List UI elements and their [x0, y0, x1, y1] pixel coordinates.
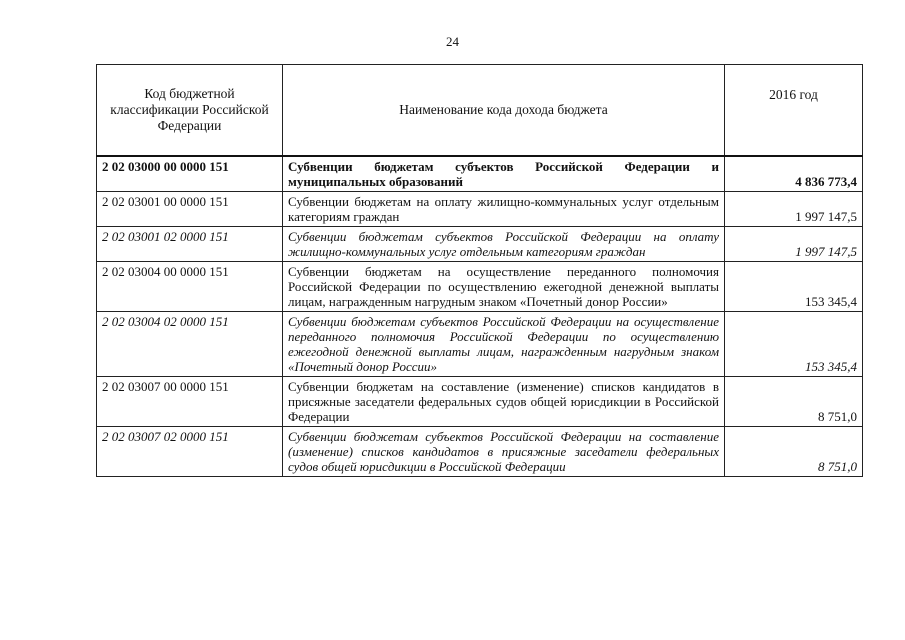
row-code: 2 02 03001 00 0000 151 [97, 192, 283, 227]
row-value: 153 345,4 [725, 312, 863, 377]
row-value: 153 345,4 [725, 262, 863, 312]
table-row [97, 227, 863, 262]
budget-revenue-table [96, 64, 863, 477]
row-name: Субвенции бюджетам субъектов Российской Федерации на оплату жилищно-коммунальных услуг отдельным категориям граждан [283, 227, 725, 262]
row-code: 2 02 03000 00 0000 151 [97, 156, 283, 192]
table-header-row [97, 65, 863, 157]
table-row [97, 377, 863, 427]
table-row [97, 156, 863, 192]
row-code: 2 02 03007 02 0000 151 [97, 427, 283, 477]
row-name: Субвенции бюджетам на составление (изменение) списков кандидатов в присяжные заседатели федеральных судов общей юрисдикции в Российской Федерации [283, 377, 725, 427]
row-value: 4 836 773,4 [725, 156, 863, 192]
header-code: Код бюджетной классификации Российской Федерации [97, 65, 283, 157]
row-code: 2 02 03001 02 0000 151 [97, 227, 283, 262]
header-year: 2016 год [725, 65, 863, 157]
row-name: Субвенции бюджетам субъектов Российской Федерации и муниципальных образований [283, 156, 725, 192]
row-name: Субвенции бюджетам на осуществление переданного полномочия Российской Федерации по осуществлению ежегодной денежной выплаты лицам, награжденным нагрудным знаком «Почетный донор России» [283, 262, 725, 312]
row-name: Субвенции бюджетам субъектов Российской Федерации на составление (изменение) списков кандидатов в присяжные заседатели федеральных судов общей юрисдикции в Российской Федерации [283, 427, 725, 477]
header-name: Наименование кода дохода бюджета [283, 65, 725, 157]
table-row [97, 312, 863, 377]
page-number: 24 [446, 34, 459, 49]
row-code: 2 02 03004 00 0000 151 [97, 262, 283, 312]
row-code: 2 02 03007 00 0000 151 [97, 377, 283, 427]
table-row [97, 192, 863, 227]
row-value: 1 997 147,5 [725, 192, 863, 227]
row-name: Субвенции бюджетам на оплату жилищно-коммунальных услуг отдельным категориям граждан [283, 192, 725, 227]
row-name: Субвенции бюджетам субъектов Российской Федерации на осуществление переданного полномочия Российской Федерации по осуществлению ежегодной денежной выплаты лицам, награжденным нагрудным знаком «Почетный донор России» [283, 312, 725, 377]
row-value: 8 751,0 [725, 427, 863, 477]
row-code: 2 02 03004 02 0000 151 [97, 312, 283, 377]
table-row [97, 427, 863, 477]
row-value: 1 997 147,5 [725, 227, 863, 262]
table-row [97, 262, 863, 312]
row-value: 8 751,0 [725, 377, 863, 427]
